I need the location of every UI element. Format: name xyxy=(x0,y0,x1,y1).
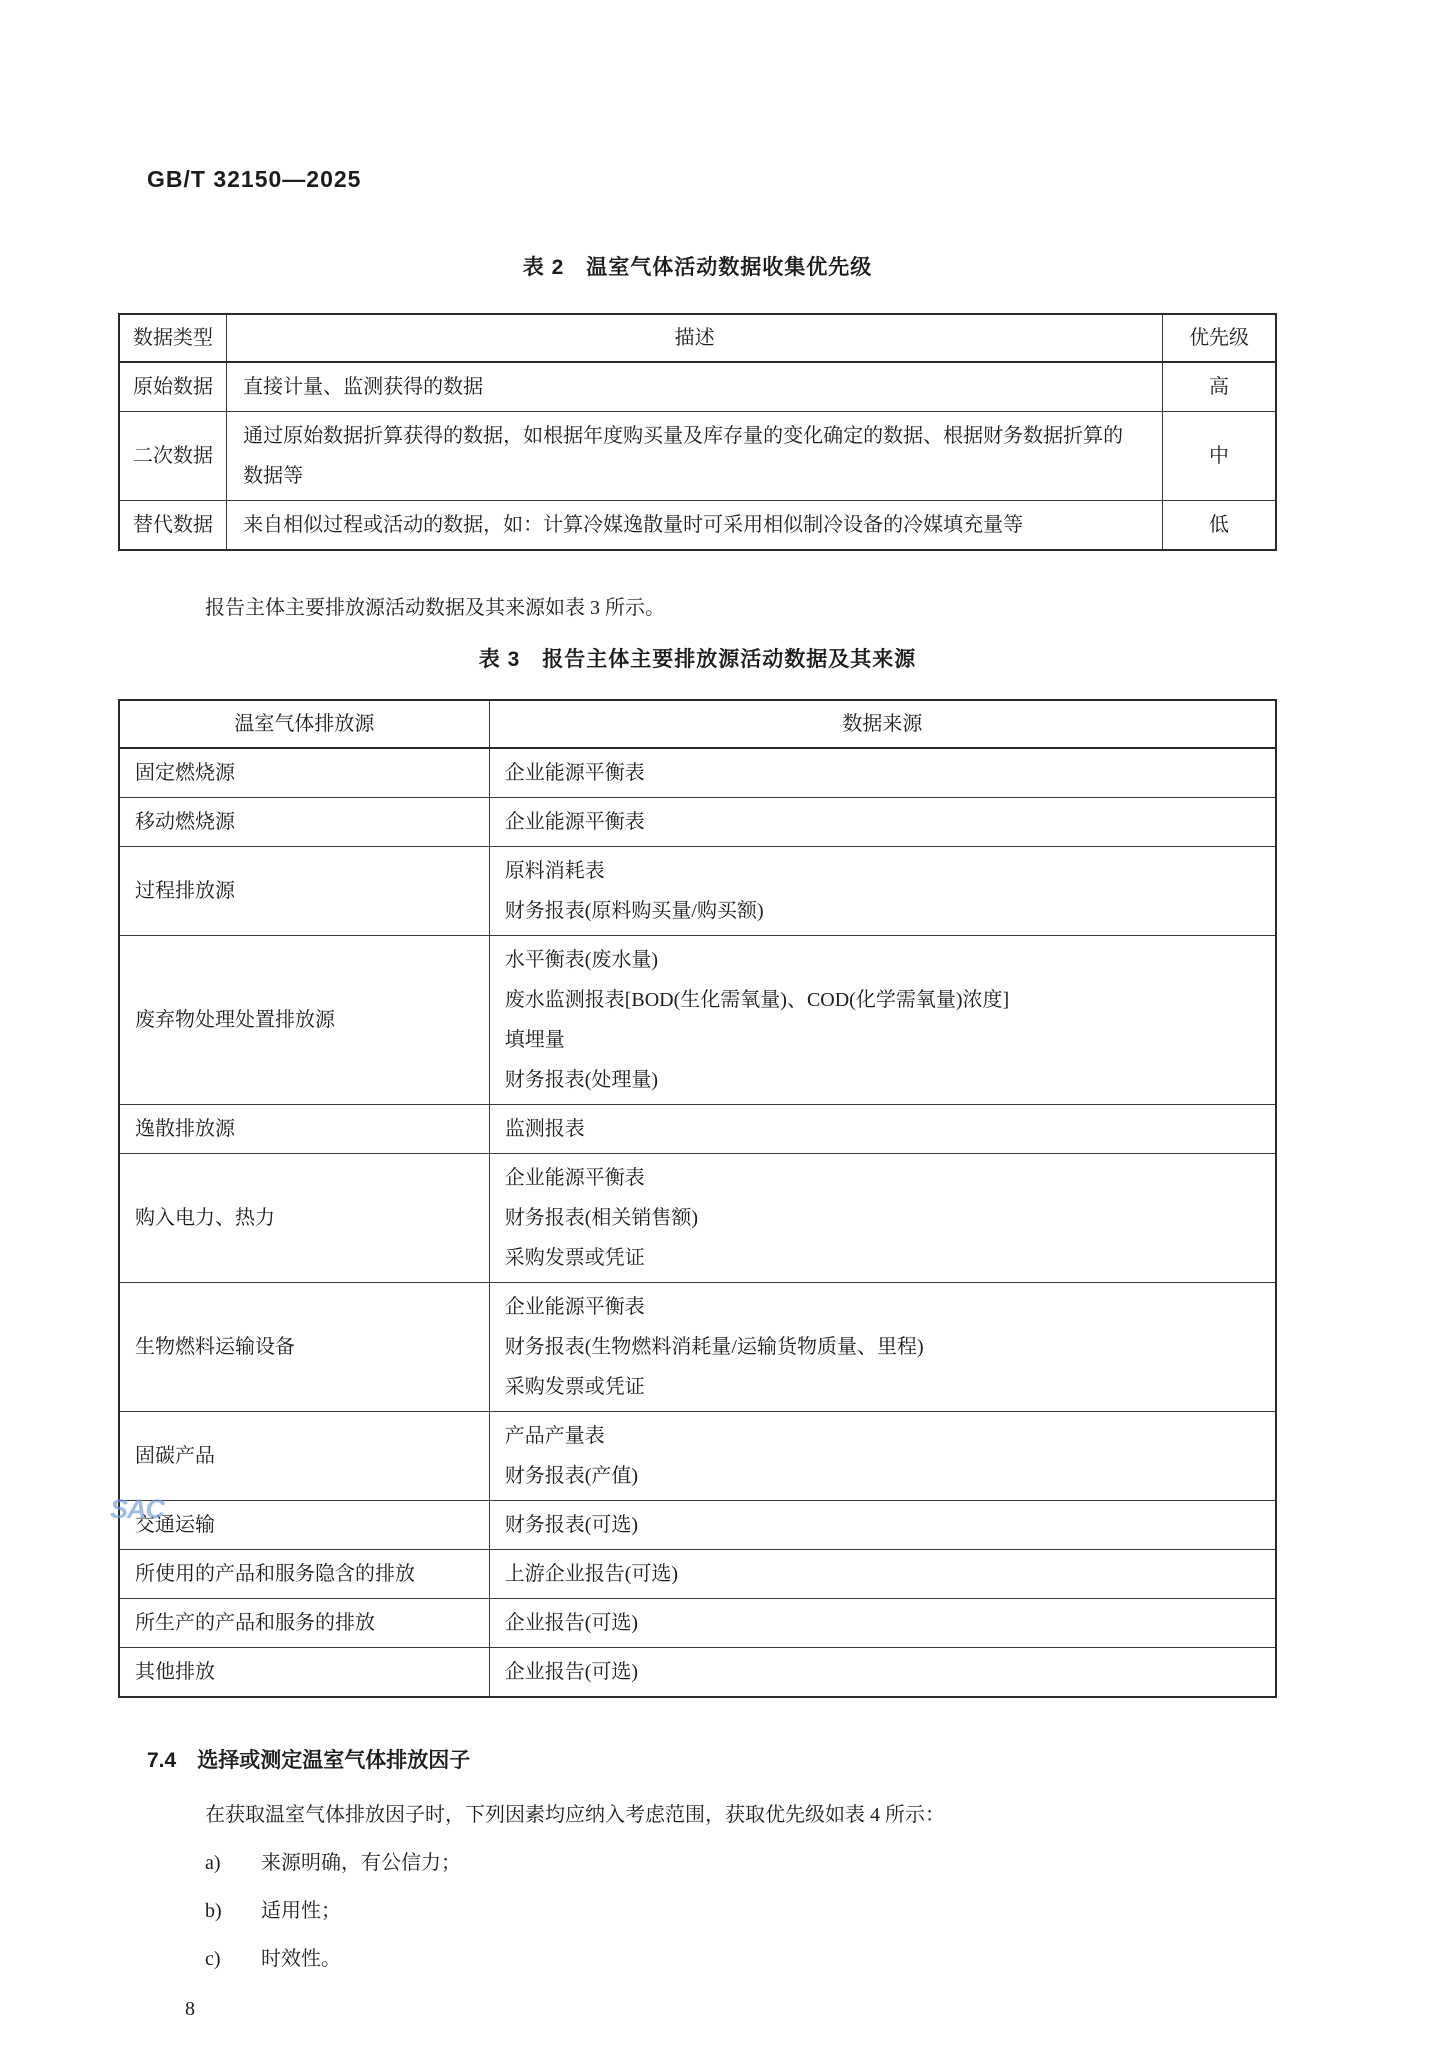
data-source-line: 财务报表(相关销售额) xyxy=(504,1207,699,1229)
emission-source-text: 固定燃烧源 xyxy=(135,762,235,784)
emission-source-text: 其他排放 xyxy=(135,1661,215,1683)
data-source-line: 财务报表(生物燃料消耗量/运输货物质量、里程) xyxy=(504,1336,924,1358)
data-source-line: 财务报表(可选) xyxy=(504,1514,639,1536)
emission-source-cell xyxy=(119,1154,489,1283)
data-source-line: 采购发票或凭证 xyxy=(504,1247,645,1269)
sac-watermark: SAC xyxy=(110,1494,165,1524)
data-source-cell xyxy=(489,936,1276,1105)
column-header-priority: 优先级 xyxy=(1163,314,1276,362)
emission-source-text: 废弃物处理处置排放源 xyxy=(135,1009,335,1031)
table-row xyxy=(119,1550,1276,1599)
priority-cell xyxy=(1163,501,1276,551)
emission-source-text: 所生产的产品和服务的排放 xyxy=(135,1612,375,1634)
table-row xyxy=(119,1599,1276,1648)
column-header-data-type: 数据类型 xyxy=(119,314,227,362)
column-header-emission-source: 温室气体排放源 xyxy=(119,700,489,748)
priority-cell xyxy=(1163,412,1276,501)
description-cell xyxy=(227,362,1163,412)
data-source-line: 监测报表 xyxy=(504,1118,585,1140)
description-text: 直接计量、监测获得的数据 xyxy=(243,376,484,398)
data-type-text: 原始数据 xyxy=(133,376,214,398)
data-source-line: 采购发票或凭证 xyxy=(504,1376,645,1398)
data-source-cell xyxy=(489,1283,1276,1412)
emission-source-cell xyxy=(119,936,489,1105)
data-source-cell xyxy=(489,847,1276,936)
emission-source-cell xyxy=(119,1501,489,1550)
page-number: 8 xyxy=(185,1998,195,2020)
data-type-text: 替代数据 xyxy=(133,514,214,536)
list-marker: b) xyxy=(205,1900,222,1922)
data-source-cell xyxy=(489,798,1276,847)
data-type-cell xyxy=(119,412,227,501)
emission-source-text: 生物燃料运输设备 xyxy=(135,1336,295,1358)
table2-header-row xyxy=(119,314,1276,362)
section-paragraph: 在获取温室气体排放因子时，下列因素均应纳入考虑范围，获取优先级如表 4 所示： xyxy=(205,1804,945,1826)
emission-source-cell xyxy=(119,1283,489,1412)
data-source-cell xyxy=(489,1501,1276,1550)
priority-text: 中 xyxy=(1209,445,1230,467)
data-source-cell xyxy=(489,1412,1276,1501)
data-type-cell xyxy=(119,362,227,412)
description-cell xyxy=(227,501,1163,551)
list-marker: c) xyxy=(205,1948,221,1970)
emission-source-text: 购入电力、热力 xyxy=(135,1207,275,1229)
list-marker: a) xyxy=(205,1852,221,1874)
data-source-line: 产品产量表 xyxy=(504,1425,605,1447)
column-header-description: 描述 xyxy=(227,314,1163,362)
table-row xyxy=(119,1412,1276,1501)
table3-header-row xyxy=(119,700,1276,748)
table-row xyxy=(119,798,1276,847)
emission-source-text: 所使用的产品和服务隐含的排放 xyxy=(135,1563,415,1585)
data-source-line: 企业能源平衡表 xyxy=(504,811,645,833)
data-source-line: 企业报告(可选) xyxy=(504,1612,639,1634)
priority-text: 低 xyxy=(1209,514,1230,536)
data-source-line: 水平衡表(废水量) xyxy=(504,949,659,971)
data-source-line: 财务报表(处理量) xyxy=(504,1069,659,1091)
doc-number: GB/T 32150—2025 xyxy=(147,166,362,192)
table-row xyxy=(119,412,1276,501)
table-row xyxy=(119,847,1276,936)
table-row xyxy=(119,1648,1276,1698)
data-source-line: 财务报表(原料购买量/购买额) xyxy=(504,900,764,922)
emission-source-text: 移动燃烧源 xyxy=(135,811,235,833)
data-source-line: 企业报告(可选) xyxy=(504,1661,639,1683)
table-row xyxy=(119,1501,1276,1550)
data-source-line: 填埋量 xyxy=(504,1029,565,1051)
table-row xyxy=(119,936,1276,1105)
list-text: 来源明确，有公信力； xyxy=(261,1852,461,1874)
description-cell xyxy=(227,412,1163,501)
emission-source-cell xyxy=(119,1550,489,1599)
emission-source-text: 逸散排放源 xyxy=(135,1118,235,1140)
emission-source-text: 交通运输 xyxy=(135,1514,215,1536)
data-type-cell xyxy=(119,501,227,551)
table2 xyxy=(118,313,1277,551)
emission-source-cell xyxy=(119,1412,489,1501)
priority-text: 高 xyxy=(1209,376,1230,398)
section-heading: 7.4 选择或测定温室气体排放因子 xyxy=(147,1749,471,1772)
data-source-cell xyxy=(489,1550,1276,1599)
table-row xyxy=(119,1105,1276,1154)
emission-source-text: 过程排放源 xyxy=(135,880,235,902)
table-row xyxy=(119,362,1276,412)
list-item xyxy=(205,1848,1277,1878)
data-source-line: 财务报表(产值) xyxy=(504,1465,639,1487)
table-row xyxy=(119,748,1276,798)
data-source-line: 废水监测报表[BOD(生化需氧量)、COD(化学需氧量)浓度] xyxy=(504,989,1010,1011)
emission-source-cell xyxy=(119,1648,489,1698)
emission-source-cell xyxy=(119,798,489,847)
description-text: 通过原始数据折算获得的数据，如根据年度购买量及库存量的变化确定的数据、根据财务数据折算的数据等 xyxy=(243,425,1124,487)
body-paragraph: 报告主体主要排放源活动数据及其来源如表 3 所示。 xyxy=(205,597,665,619)
data-source-line: 原料消耗表 xyxy=(504,860,605,882)
emission-source-cell xyxy=(119,847,489,936)
emission-source-cell xyxy=(119,1105,489,1154)
data-source-line: 企业能源平衡表 xyxy=(504,1167,645,1189)
description-text: 来自相似过程或活动的数据，如：计算冷媒逸散量时可采用相似制冷设备的冷媒填充量等 xyxy=(243,514,1024,536)
emission-source-cell xyxy=(119,748,489,798)
data-source-line: 企业能源平衡表 xyxy=(504,762,645,784)
data-source-line: 上游企业报告(可选) xyxy=(504,1563,679,1585)
table-row xyxy=(119,501,1276,551)
data-source-cell xyxy=(489,1154,1276,1283)
data-source-cell xyxy=(489,1599,1276,1648)
column-header-data-source: 数据来源 xyxy=(489,700,1276,748)
data-source-cell xyxy=(489,1648,1276,1698)
table-row xyxy=(119,1283,1276,1412)
table3 xyxy=(118,699,1277,1698)
table-row xyxy=(119,1154,1276,1283)
emission-source-cell xyxy=(119,1599,489,1648)
emission-source-text: 固碳产品 xyxy=(135,1445,215,1467)
list-text: 适用性； xyxy=(261,1900,341,1922)
list-item xyxy=(205,1896,1277,1926)
data-source-cell xyxy=(489,1105,1276,1154)
data-type-text: 二次数据 xyxy=(133,445,214,467)
table3-caption: 表 3 报告主体主要排放源活动数据及其来源 xyxy=(478,648,917,671)
data-source-line: 企业能源平衡表 xyxy=(504,1296,645,1318)
priority-cell xyxy=(1163,362,1276,412)
list-item xyxy=(205,1944,1277,1974)
consideration-list xyxy=(205,1848,1277,1974)
list-text: 时效性。 xyxy=(261,1948,341,1970)
table2-caption: 表 2 温室气体活动数据收集优先级 xyxy=(522,256,873,279)
data-source-cell xyxy=(489,748,1276,798)
